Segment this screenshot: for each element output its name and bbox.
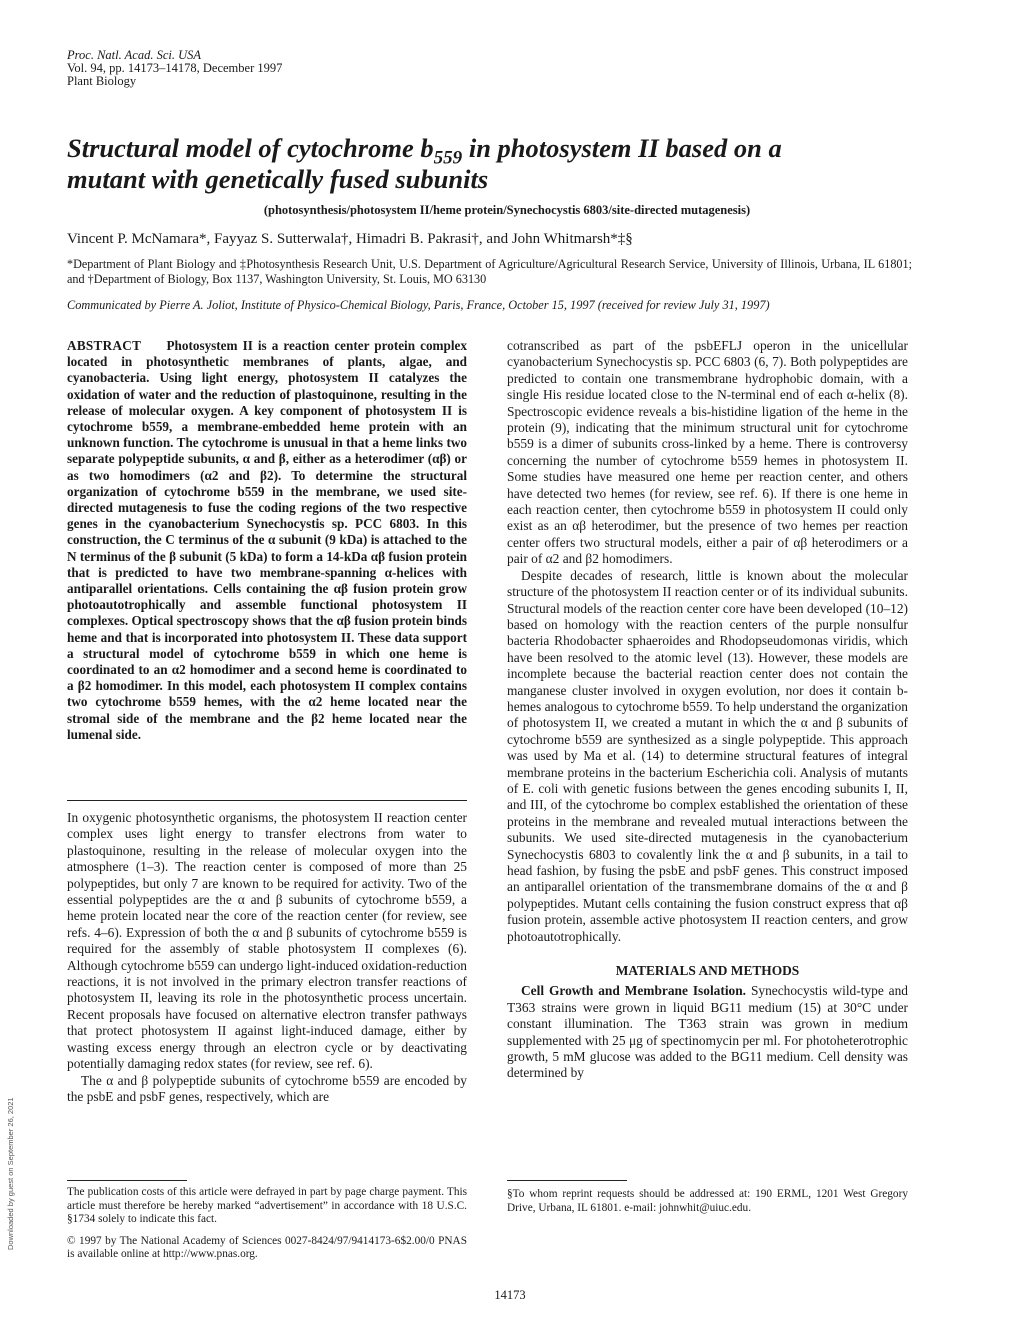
abstract-divider (67, 800, 467, 801)
intro-right-column (507, 338, 908, 1082)
page-number: 14173 (494, 1288, 526, 1302)
publication-costs-note: The publication costs of this article were defrayed in part by page charge payment. This article must therefore be hereby marked “advertisement” in accordance with 18 U.S.C. §1734 solely to indicate this fact. (67, 1186, 467, 1225)
abstract-label: ABSTRACT (67, 338, 142, 353)
download-watermark: Downloaded by guest on September 26, 2021 (6, 1097, 15, 1250)
intro-paragraph-4: Despite decades of research, little is known about the molecular structure of the photosystem II reaction center or of its individual subunits. Structural models of the reaction center core have been developed (10–12) based on homology with the reaction centers of the purple nonsulfur bacteria Rhodobacter sphaeroides and Rhodopseudomonas viridis, which have been resolved to the atomic level (13). However, these models are incomplete because the bacterial reaction center does not contain the manganese cluster involved in oxygen evolution, nor does it contain b-hemes analogous to cytochrome b559. To help understand the organization of photosystem II, we created a mutant in which the α and β subunits of cytochrome b559 are synthesized as a single polypeptide. This approach was used by Ma et al. (14) to determine structural features of integral membrane proteins in the bacterium Escherichia coli. Analysis of mutants of E. coli with genetic fusions between the genes encoding subunits I, II, and III, of the cytochrome bo complex established the orientation of these proteins in the membrane and revealed mutual interactions between the subunits. We used site-directed mutagenesis in the cyanobacterium Synechocystis 6803 to covalently link the α and β subunits, in a tail to head fashion, by fusing the psbE and psbF genes. This construct imposed an antiparallel orientation of the transmembrane domains of the α and β polypeptides. Mutant cells containing the fusion construct express that αβ fusion protein, assemble active photosystem II reaction centers, and grow photoautotrophically. (507, 567, 908, 944)
keywords: (photosynthesis/photosystem II/heme protein/Synechocystis 6803/site-directed mutagenesis) (263, 203, 751, 217)
footnote-divider (67, 1180, 187, 1181)
title-part-3: mutant with genetically fused subunits (67, 164, 489, 194)
author-list: Vincent P. McNamara*, Fayyaz S. Sutterwala†, Himadri B. Pakrasi†, and John Whitmarsh*‡§ (67, 231, 633, 247)
methods-heading: MATERIALS AND METHODS (615, 963, 800, 979)
article-title (67, 133, 947, 195)
left-footnotes (67, 1186, 467, 1262)
journal-header (67, 49, 282, 88)
title-part-2: in photosystem II based on a (462, 133, 782, 163)
reprint-request-note: §To whom reprint requests should be addressed at: 190 ERML, 1201 West Gregory Drive, Urbana, IL 61801. e-mail: johnwhit@uiuc.edu. (507, 1188, 908, 1214)
abstract-text: Photosystem II is a reaction center protein complex located in photosynthetic membranes of plants, algae, and cyanobacteria. Using light energy, photosystem II catalyzes the oxidation of water and the reduction of plastoquinone, resulting in the release of molecular oxygen. A key component of photosystem II is cytochrome b559, a membrane-embedded heme protein with an unknown function. The cytochrome is unusual in that a heme links two separate polypeptide subunits, α and β, either as a heterodimer (αβ) or as two homodimers (α2 and β2). To determine the structural organization of cytochrome b559 in the membrane, we used site-directed mutagenesis to fuse the coding regions of the two respective genes in the cyanobacterium Synechocystis sp. PCC 6803. In this construction, the C terminus of the α subunit (9 kDa) is attached to the N terminus of the β subunit (5 kDa) to form a 14-kDa αβ fusion protein that is predicted to have two membrane-spanning α-helices with antiparallel orientations. Cells containing the αβ fusion protein grow photoautotrophically and assemble functional photosystem II complexes. Optical spectroscopy shows that the αβ fusion protein binds heme and that is incorporated into photosystem II. These data support a structural model of cytochrome b559 in which one heme is coordinated to an α2 homodimer and a second heme is coordinated to a β2 homodimer. In this model, each photosystem II complex contains two cytochrome b559 hemes, with the α2 heme located near the stromal side of the membrane and the β2 heme located near the lumenal side. (67, 338, 467, 742)
right-footnote (507, 1188, 908, 1215)
intro-paragraph-1: In oxygenic photosynthetic organisms, the photosystem II reaction center complex uses light energy to transfer electrons from water to plastoquinone, resulting in the release of molecular oxygen into the atmosphere (1–3). The reaction center is composed of more than 25 polypeptides, but only 7 are known to be required for activity. Two of the essential polypeptides are the α and β subunits of cytochrome b559, a heme protein located near the core of the reaction center (for review, see refs. 4–6). Expression of both the α and β subunits of cytochrome b559 is required for the assembly of stable photosystem II complexes (6). Although cytochrome b559 can undergo light-induced oxidation-reduction reactions, it is not involved in the primary electron transfer reactions of photosystem II, leaving its role in the photosynthetic process uncertain. Recent proposals have focused on alternative electron transfer pathways that protect photosystem II against light-induced damage, either by wasting excess energy through an electron cycle or by deactivating potentially damaging redox states (for review, see ref. 6). (67, 810, 467, 1072)
copyright-note: © 1997 by The National Academy of Sciences 0027-8424/97/9414173-6$2.00/0 PNAS is available online at http://www.pnas.org. (67, 1234, 467, 1260)
abstract (67, 338, 467, 743)
title-subscript: 559 (433, 147, 463, 169)
intro-paragraph-3: cotranscribed as part of the psbEFLJ operon in the unicellular cyanobacterium Synechocystis sp. PCC 6803 (6, 7). Both polypeptides are predicted to contain one transmembrane hydrophobic domain, with a single His residue located close to the N-terminal end of each α-helix (8). Spectroscopic evidence reveals a bis-histidine ligation of the heme in the protein (9), indicating that the minimum structural unit for cytochrome b559 is a dimer of subunits cross-linked by a heme. There is controversy concerning the number of cytochrome b559 hemes in photosystem II. Some studies have measured one heme per reaction center, and others have detected two hemes (for review, see ref. 6). If there is one heme in each reaction center, then cytochrome b559 in photosystem II could only exist as an αβ heterodimer, but the presence of two hemes per reaction center offers two structural models, either a pair of αβ heterodimers or a pair of α2 and β2 homodimers. (507, 338, 908, 567)
communicated-by: Communicated by Pierre A. Joliot, Institute of Physico-Chemical Biology, Paris, France, October 15, 1997 (received for review July 31, 1997) (67, 298, 770, 312)
section-name: Plant Biology (67, 74, 137, 88)
journal-name: Proc. Natl. Acad. Sci. USA (67, 48, 202, 62)
right-footnote-divider (507, 1180, 627, 1181)
intro-paragraph-2: The α and β polypeptide subunits of cytochrome b559 are encoded by the psbE and psbF genes, respectively, which are (67, 1072, 467, 1104)
affiliations: *Department of Plant Biology and ‡Photosynthesis Research Unit, U.S. Department of Agriculture/Agricultural Research Service, University of Illinois, Urbana, IL 61801; and †Department of Biology, Box 1137, Washington University, St. Louis, MO 63130 (67, 257, 912, 286)
volume-info: Vol. 94, pp. 14173–14178, December 1997 (67, 61, 283, 75)
title-part-1: Structural model of cytochrome b (67, 133, 434, 163)
methods-subheading: Cell Growth and Membrane Isolation. (521, 983, 747, 999)
intro-left-column (67, 810, 467, 1105)
methods-text: Synechocystis wild-type and T363 strains were grown in liquid BG11 medium (15) at 30°C under constant illumination. The T363 strain was grown in medium supplemented with 25 μg of spectinomycin per ml. For photoheterotrophic growth, 5 mM glucose was added to the BG11 medium. Cell density was determined by (507, 983, 908, 1081)
